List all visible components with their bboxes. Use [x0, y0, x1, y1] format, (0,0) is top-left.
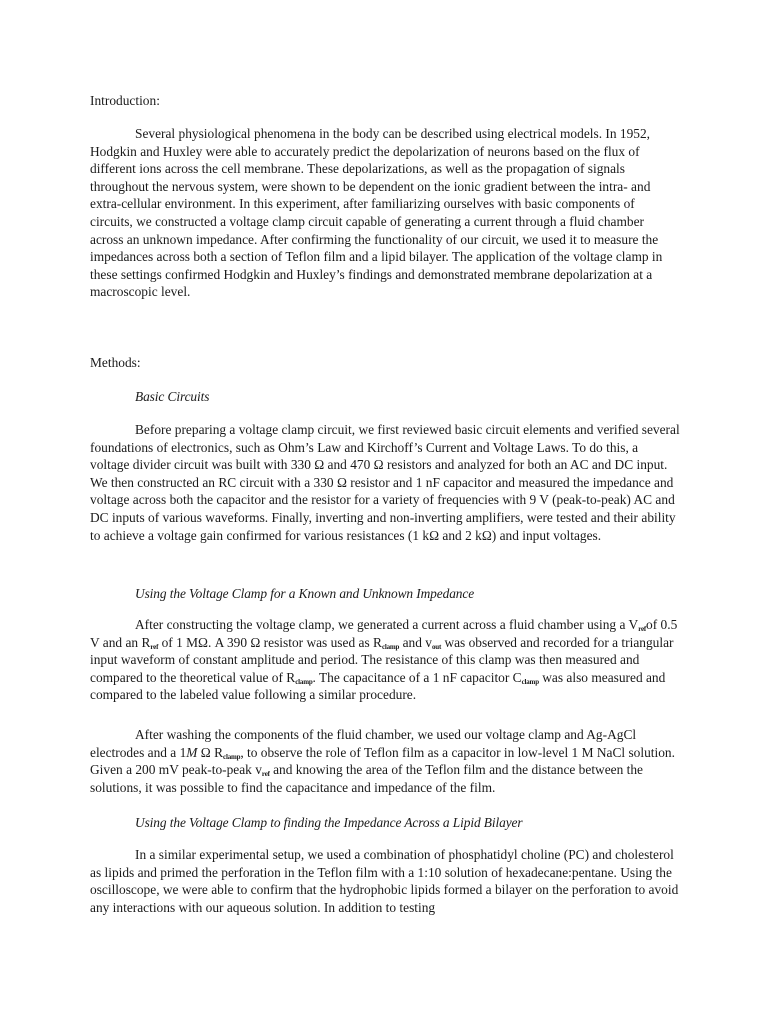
- intro-heading: Introduction:: [90, 93, 160, 108]
- lipid-bilayer-paragraph: In a similar experimental setup, we used a combination of phosphatidyl choline (PC) and cholesterol as lipids and primed the perforation in the Teflon film with a 1:10 solution of hexadecane:pentane. Using the oscilloscope, we were able to confirm that the hydrophobic lipids formed a bilayer on the perforation to avoid any interactions with our aqueous solution. In addition to testing: [90, 847, 679, 915]
- intro-paragraph: Several physiological phenomena in the body can be described using electrical models. In 1952, Hodgkin and Huxley were able to accurately predict the depolarization of neurons based on the flux of different ions across the cell membrane. These depolarizations, as well as the propagation of signals throughout the nervous system, were shown to be dependent on the ionic gradient between the intra- and extra-cellular environment. In this experiment, after familiarizing ourselves with basic components of circuits, we constructed a voltage clamp circuit capable of generating a current through a fluid chamber across an unknown impedance. After confirming the functionality of our circuit, we used it to measure the impedances across both a section of Teflon film and a lipid bilayer. The application of the voltage clamp in these settings confirmed Hodgkin and Huxley’s findings and demonstrated membrane depolarization at a macroscopic level.: [90, 126, 663, 300]
- basic-circuits-title: Basic Circuits: [135, 389, 210, 404]
- lipid-bilayer-title: Using the Voltage Clamp to finding the Impedance Across a Lipid Bilayer: [135, 815, 523, 830]
- methods-heading: Methods:: [90, 355, 141, 370]
- voltage-clamp-known-title: Using the Voltage Clamp for a Known and Unknown Impedance: [135, 586, 475, 601]
- teflon-paragraph: After washing the components of the fluid chamber, we used our voltage clamp and Ag-AgCl electrodes and a 1M Ω $R_{clamp}$, to observe the role of Teflon film as a capacitor in low-level 1 M NaCl solution. Given a 200 mV peak-to-peak $v_{ref}$ and knowing the area of the Teflon film and the distance between the solutions, it was possible to find the capacitance and impedance of the film.: [90, 727, 675, 795]
- voltage-clamp-known-paragraph: After constructing the voltage clamp, we generated a current across a fluid chamber using a $V_{ref}of$ 0.5 V and an $R_{ref}$ of 1 MΩ. A 390 Ω resistor was used as $R_{clamp}$ and $v_{out}$ was observed and recorded for a triangular input waveform of constant amplitude and period. The resistance of this clamp was then measured and compared to the theoretical value of $R_{clamp}$. The capacitance of a 1 nF capacitor $C_{clamp}$ was also measured and compared to the labeled value following a similar procedure.: [90, 617, 678, 703]
- basic-circuits-paragraph: Before preparing a voltage clamp circuit, we first reviewed basic circuit elements and verified several foundations of electronics, such as Ohm’s Law and Kirchoff’s Current and Voltage Laws. To do this, a voltage divider circuit was built with 330 Ω and 470 Ω resistors and analyzed for both an AC and DC input. We then constructed an RC circuit with a 330 Ω resistor and 1 nF capacitor and measured the impedance and voltage across both the capacitor and the resistor for a variety of frequencies with 9 V (peak-to-peak) AC and DC inputs of various waveforms. Finally, inverting and non-inverting amplifiers, were tested and their ability to achieve a voltage gain confirmed for various resistances (1 kΩ and 2 kΩ) and input voltages.: [90, 422, 680, 543]
